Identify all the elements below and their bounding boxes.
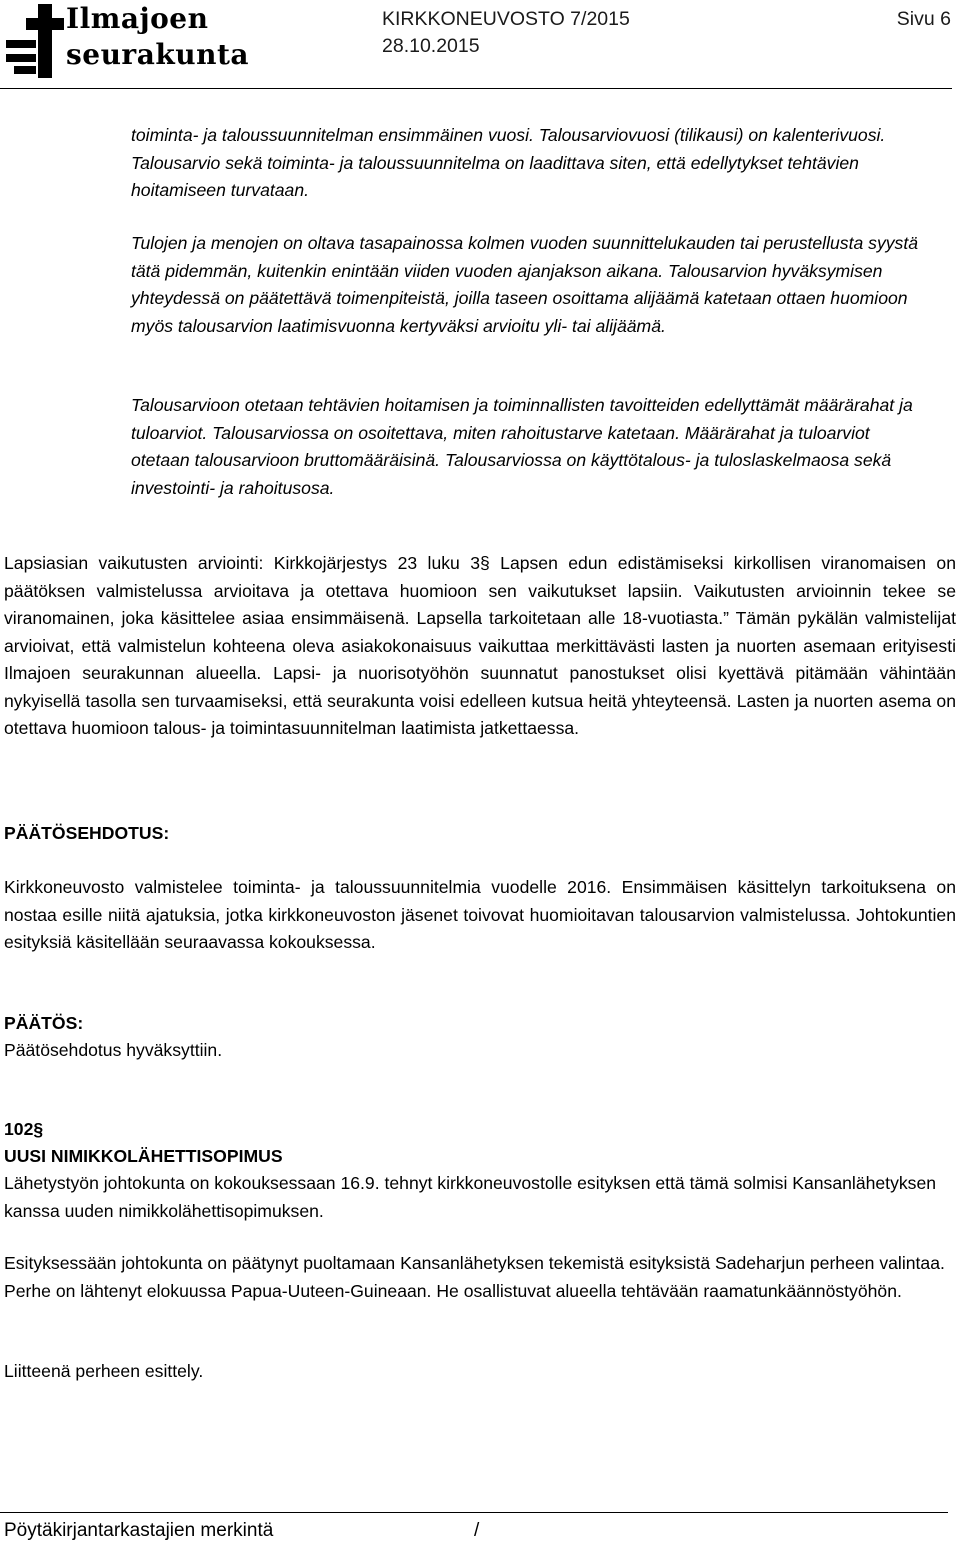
quote-paragraph-3: Talousarvioon otetaan tehtävien hoitamisen ja toiminnallisten tavoitteiden edellyttämät määrärahat ja tuloarviot. Talousarviossa on osoitettava, miten rahoitustarve katetaan. Määrärahat ja tuloarviot otetaan talousarvioon bruttomääräisinä. Talousarviossa on käyttötalous- ja tuloslaskelmaosa sekä investointi- ja rahoitusosa.	[131, 395, 913, 498]
decision-heading: PÄÄTÖS:	[4, 1013, 84, 1033]
page-header	[0, 0, 960, 92]
proposal-heading: PÄÄTÖSEHDOTUS:	[4, 823, 170, 843]
header-divider	[0, 88, 952, 89]
cross-logo-icon	[4, 0, 64, 82]
footer-signature-label: Pöytäkirjantarkastajien merkintä	[4, 1520, 274, 1541]
parish-logo	[4, 0, 250, 82]
meeting-date: 28.10.2015	[382, 35, 480, 57]
quote-paragraph-2: Tulojen ja menojen on oltava tasapainossa kolmen vuoden suunnittelukauden tai perustellusta syystä tätä pidemmän, kuitenkin enintään viiden vuoden ajanjakson aikana. Talousarvion hyväksymisen yhteydessä on päätettävä toimenpiteistä, joilla taseen osoittama alijäämä katetaan ottaen huomioon myös talousarvion laatimisvuonna kertyväksi arvioitu yli- tai alijäämä.	[131, 233, 919, 336]
section-paragraph-3: Liitteenä perheen esittely.	[4, 1361, 204, 1381]
logo-text-line1: Ilmajoen	[66, 2, 209, 35]
section-paragraph-2: Esityksessään johtokunta on päätynyt puoltamaan Kansanlähetyksen tekemistä esityksistä Sadeharjun perheen valintaa. Perhe on lähtenyt elokuussa Papua-Uuteen-Guineaan. He osallistuvat alueella tehtävään raamatunkäännöstyöhön.	[4, 1253, 945, 1301]
child-impact-paragraph: Lapsiasian vaikutusten arviointi: Kirkkojärjestys 23 luku 3§ Lapsen edun edistämiseksi kirkollisen viranomaisen on päätöksen valmistelussa arvioitava ja otettava huomioon sen vaikutukset lapsiin. Vaikutusten arvioinnin tekee se viranomainen, joka käsittelee asiaa ensimmäisenä. Lapsella tarkoitetaan alle 18-vuotiasta.” Tämän pykälän valmistelijat arvioivat, että valmistelun kohteena oleva asiakokonaisuus vaikuttaa merkittävästi lasten ja nuorten asemaan erityisesti Ilmajoen seurakunnan alueella. Lapsi- ja nuorisotyöhön suunnatut panostukset olisi kyettävä pitämään vähintään nykyisellä tasolla sen turvaamiseksi, että seurakunta voisi edelleen kutsua heitä yhteyteensä. Lasten ja nuorten asema on otettava huomioon talous- ja toimintasuunnitelman laatimista jatkettaessa.	[4, 553, 956, 738]
decision-text: Päätösehdotus hyväksyttiin.	[4, 1040, 223, 1060]
meeting-title: KIRKKONEUVOSTO 7/2015	[382, 8, 630, 30]
section-paragraph-1: Lähetystyön johtokunta on kokouksessaan 16.9. tehnyt kirkkoneuvostolle esityksen että tämä solmisi Kansanlähetyksen kanssa uuden nimikkolähettisopimuksen.	[4, 1173, 937, 1221]
section-title: UUSI NIMIKKOLÄHETTISOPIMUS	[4, 1146, 283, 1166]
proposal-text: Kirkkoneuvosto valmistelee toiminta- ja taloussuunnitelmia vuodelle 2016. Ensimmäisen käsittelyn tarkoituksena on nostaa esille niitä ajatuksia, jotka kirkkoneuvoston jäsenet toivovat huomioitavan talousarvion valmistelussa. Johtokuntien esityksiä käsitellään seuraavassa kokouksessa.	[4, 877, 956, 952]
page-number: Sivu 6	[896, 8, 951, 30]
quote-paragraph-1: toiminta- ja taloussuunnitelman ensimmäinen vuosi. Talousarviovuosi (tilikausi) on kalenterivuosi. Talousarvio sekä toiminta- ja taloussuunnitelma on laadittava siten, että edellytykset tehtävien hoitamiseen turvataan.	[131, 125, 886, 200]
footer-divider	[0, 1512, 948, 1513]
logo-text-line2: seurakunta	[66, 38, 250, 71]
footer-signature-slash: /	[474, 1520, 480, 1541]
section-number: 102§	[4, 1119, 44, 1139]
